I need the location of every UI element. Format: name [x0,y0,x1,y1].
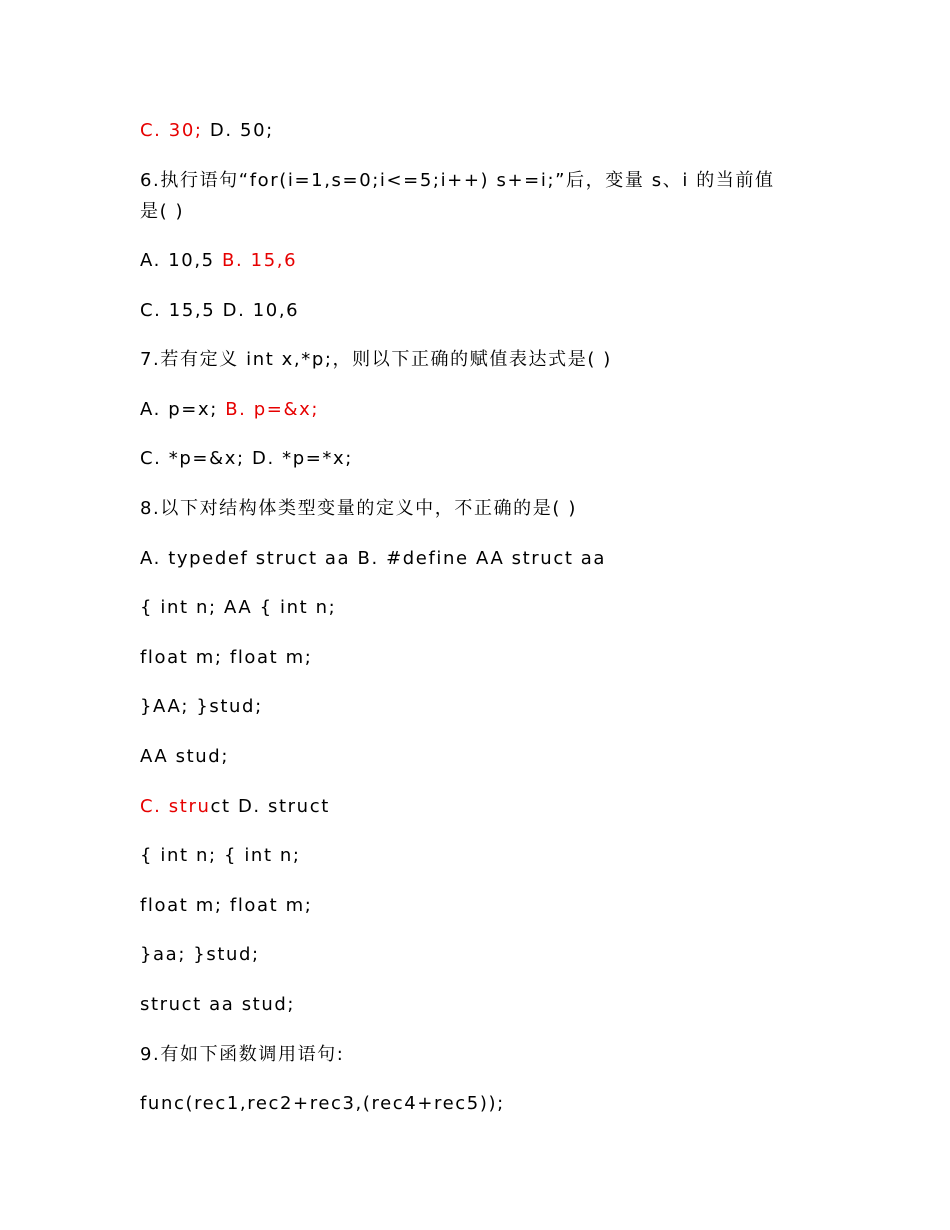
q6-question: 6.执行语句“for(i=1,s=0;i<=5;i++) s+=i;”后，变量 s、i 的当前值 [140,170,775,191]
q6-options-ab [140,249,297,273]
q8-code-line: A. typedef struct aa B. #define AA struct aa [140,548,607,569]
q7-options-cd: C. *p=&x; D. *p=*x; [140,448,353,469]
q9-question: 9.有如下函数调用语句: [140,1044,345,1065]
option-a: A. p=x; [140,399,226,420]
q8-question: 8.以下对结构体类型变量的定义中，不正确的是( ) [140,498,577,519]
option-a: A. 10,5 [140,250,223,271]
q5-options-cd [140,119,274,143]
q6-options-cd: C. 15,5 D. 10,6 [140,300,300,321]
option-d: D. 50; [202,120,274,141]
option-d: ct D. struct [210,796,330,817]
option-b-answer: B. 15,6 [222,250,298,271]
q8-code-line: AA stud; [140,746,229,767]
option-c-answer: C. 30; [140,120,203,141]
q8-code-line: }aa; }stud; [140,944,260,965]
q7-question: 7.若有定义 int x,*p;，则以下正确的赋值表达式是( ) [140,349,612,370]
q8-code-line: { int n; AA { int n; [140,597,337,618]
q8-code-line: }AA; }stud; [140,696,263,717]
q9-code-line: func(rec1,rec2+rec3,(rec4+rec5)); [140,1093,505,1114]
q8-options-cd [140,795,330,819]
q8-code-line: { int n; { int n; [140,845,301,866]
q6-question-cont: 是( ) [140,201,185,222]
q8-code-line: float m; float m; [140,647,313,668]
option-c-answer: C. stru [140,796,211,817]
q8-code-line: struct aa stud; [140,994,296,1015]
q8-code-line: float m; float m; [140,895,313,916]
q7-options-ab [140,398,319,422]
option-b-answer: B. p=&x; [225,399,320,420]
